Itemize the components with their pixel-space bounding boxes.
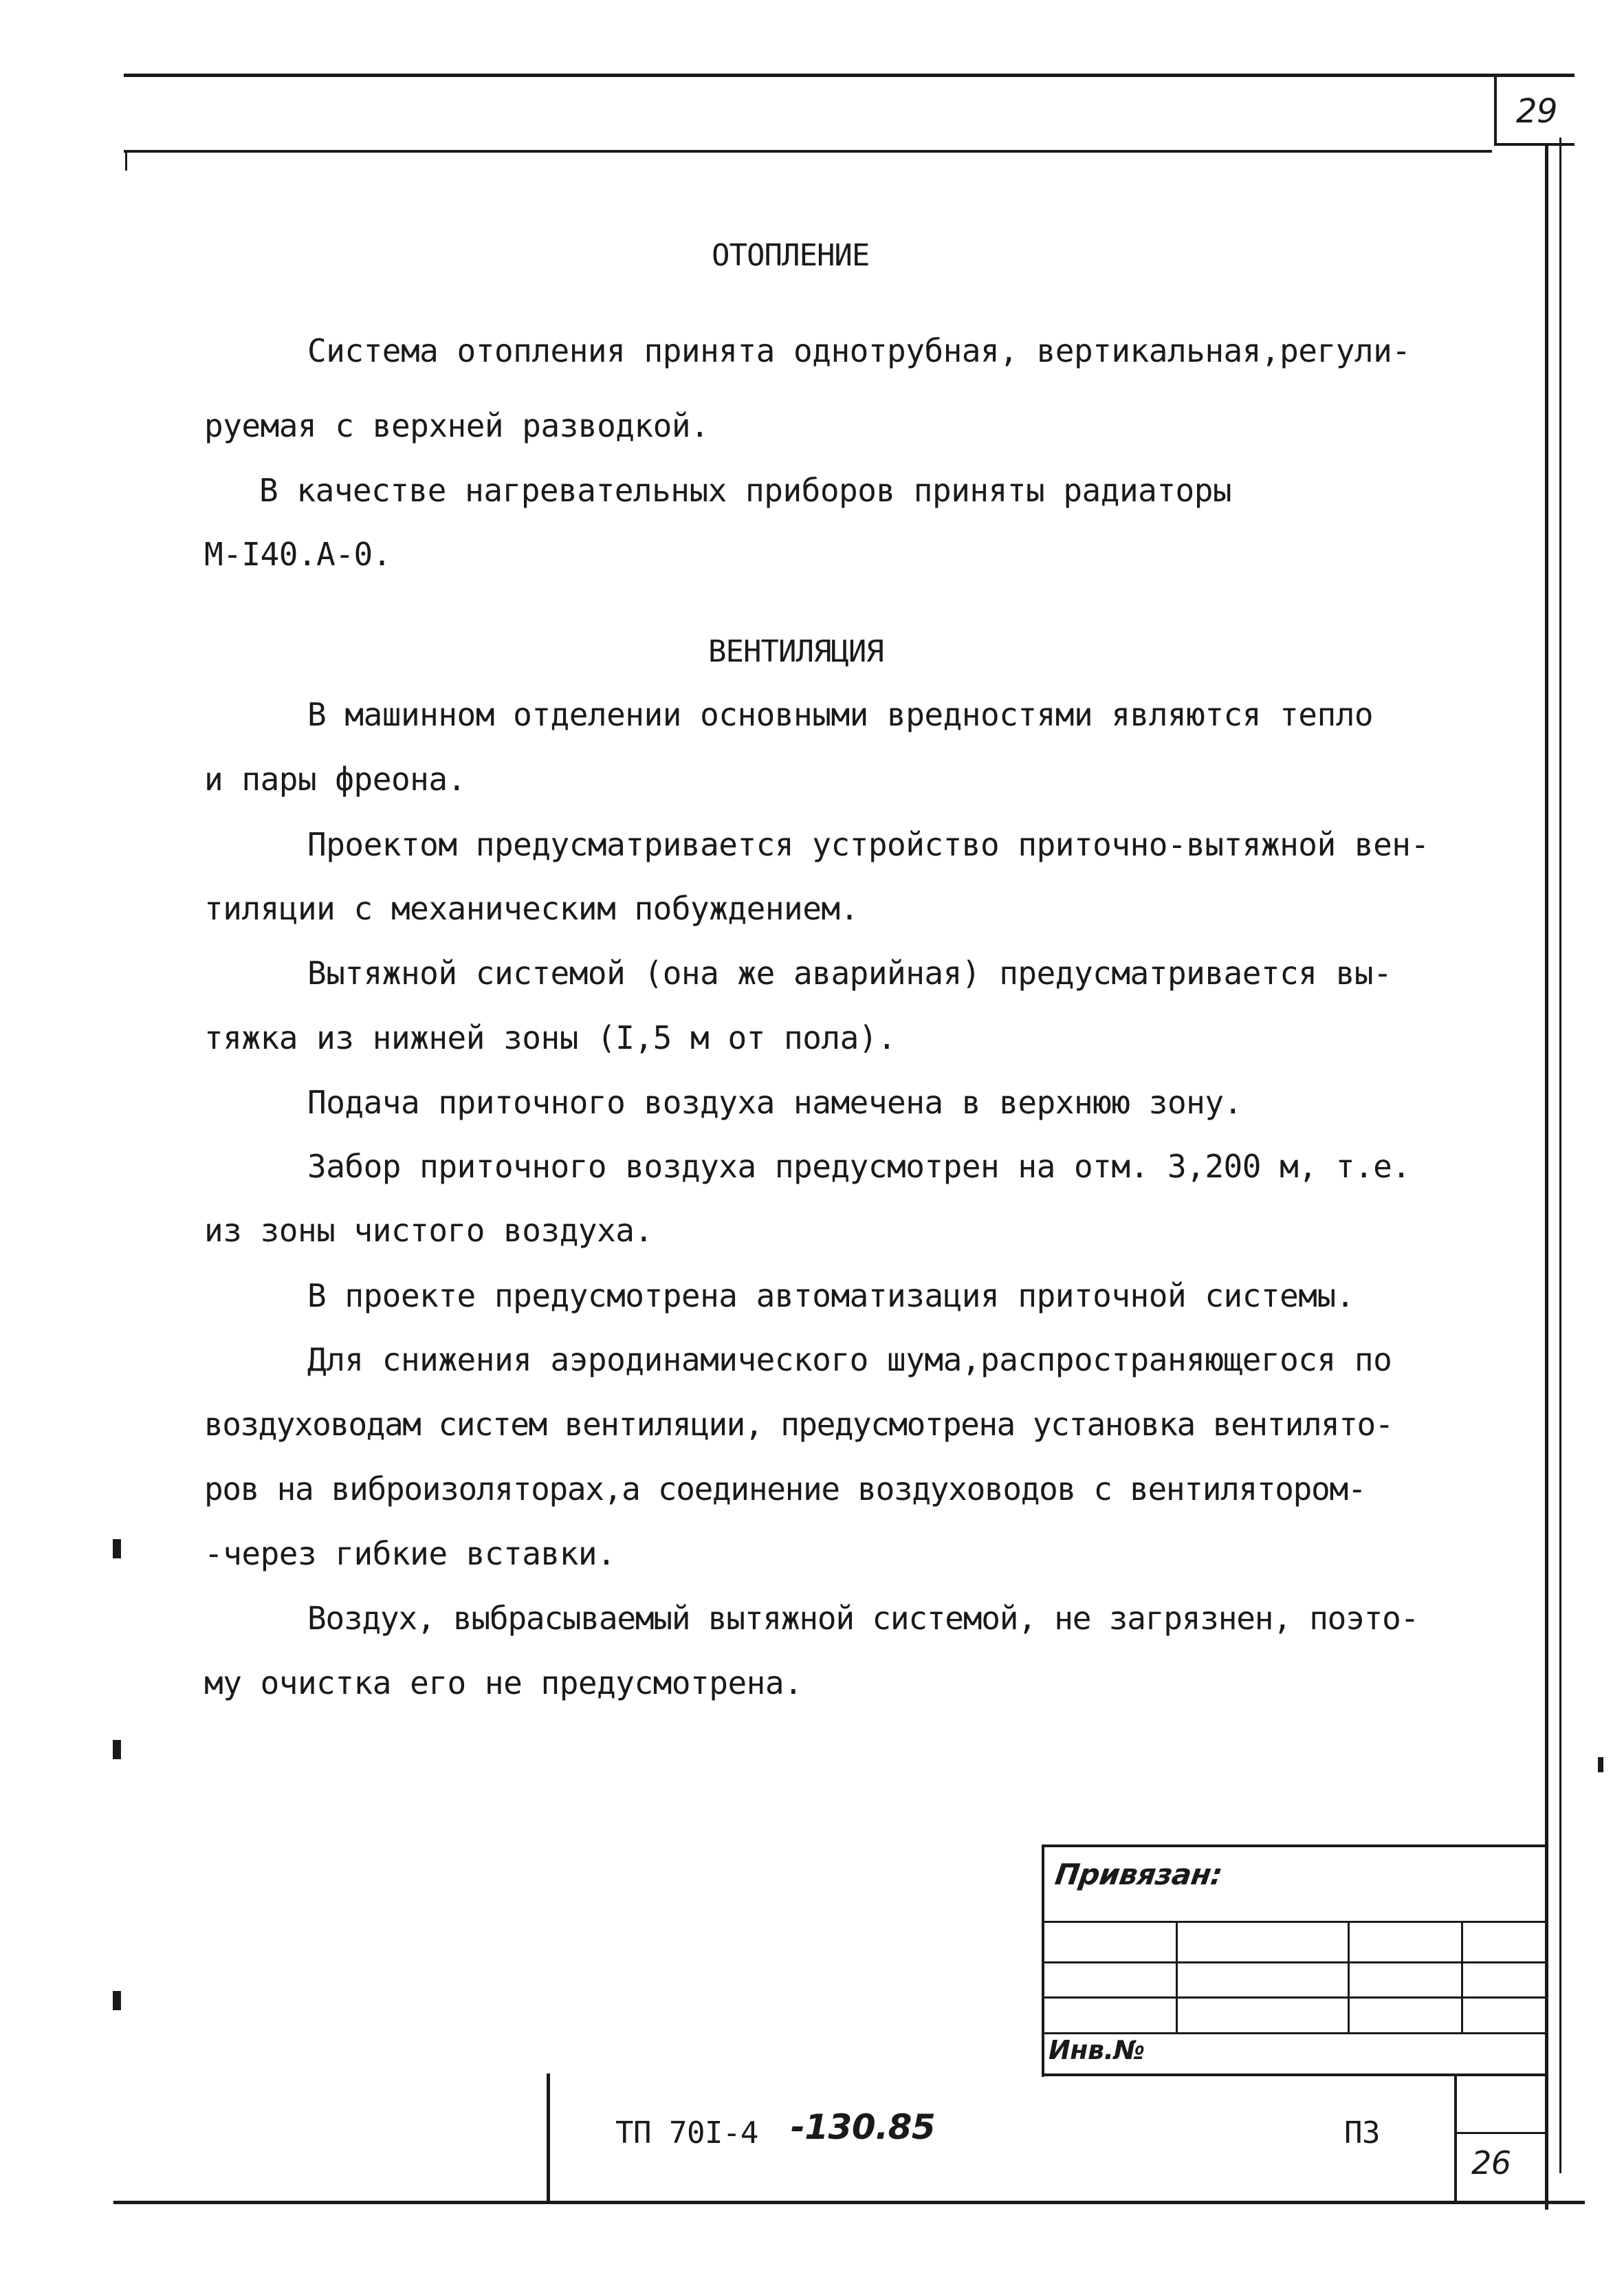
right-outer-line	[1559, 138, 1561, 2173]
paragraph-line: В машинном отделении основными вредностями являются тепло	[307, 696, 1374, 733]
top-border-line	[124, 74, 1574, 77]
paragraph-line: Проектом предусматривается устройство приточно-вытяжной вен-	[307, 826, 1429, 863]
paragraph-line: ров на виброизоляторах,а соединение воздуховодов с вентилятором-	[204, 1470, 1366, 1507]
paragraph-line: из зоны чистого воздуха.	[204, 1212, 653, 1249]
margin-tick	[113, 1539, 121, 1558]
paragraph-line: му очистка его не предусмотрена.	[204, 1664, 803, 1701]
paragraph-line: В проекте предусмотрена автоматизация приточной системы.	[307, 1277, 1354, 1314]
paragraph-line: -через гибкие вставки.	[204, 1535, 616, 1572]
doc-code: ТП 70I-4	[615, 2115, 758, 2151]
bottom-frame-line	[113, 2201, 1585, 2204]
paragraph-line: Подача приточного воздуха намечена в верхнюю зону.	[307, 1084, 1242, 1121]
paragraph-line: Воздух, выбрасываемый вытяжной системой, не загрязнен, поэто-	[307, 1600, 1419, 1637]
heading-ventilation: ВЕНТИЛЯЦИЯ	[708, 634, 884, 669]
left-corner-mark	[125, 150, 127, 171]
bound-label: Привязан:	[1053, 1858, 1225, 1891]
doc-code-handwritten: -130.85	[791, 2107, 936, 2147]
paragraph-line: и пары фреона.	[204, 761, 466, 798]
paragraph-line: Система отопления принята однотрубная, вертикальная,регули-	[307, 332, 1411, 369]
paragraph-line: Вытяжной системой (она же аварийная) предусматривается вы-	[307, 955, 1392, 992]
paragraph-line: тиляции с механическим побуждением.	[204, 890, 859, 927]
paragraph-line: воздуховодам систем вентиляции, предусмотрена установка вентилято-	[204, 1406, 1393, 1443]
margin-tick	[113, 1740, 121, 1759]
heading-heating: ОТОПЛЕНИЕ	[712, 238, 870, 273]
doc-type: ПЗ	[1344, 2115, 1380, 2151]
paragraph-line: Забор приточного воздуха предусмотрен на отм. 3,200 м, т.е.	[307, 1148, 1411, 1185]
paragraph-line: тяжка из нижней зоны (I,5 м от пола).	[204, 1019, 897, 1056]
sheet-number: 26	[1471, 2144, 1511, 2181]
right-frame-line	[1545, 143, 1548, 2210]
page-number: 29	[1516, 92, 1558, 131]
paragraph-line: Для снижения аэродинамического шума,распространяющегося по	[307, 1341, 1392, 1378]
inv-label: Инв.№	[1049, 2035, 1145, 2065]
upper-frame-line	[124, 150, 1492, 153]
margin-tick	[1598, 1757, 1603, 1772]
paragraph-line: В качестве нагревательных приборов приняты радиаторы	[259, 472, 1232, 509]
margin-tick	[113, 1991, 121, 2010]
paragraph-line: М-I40.А-0.	[204, 536, 391, 573]
paragraph-line: руемая с верхней разводкой.	[204, 407, 710, 444]
